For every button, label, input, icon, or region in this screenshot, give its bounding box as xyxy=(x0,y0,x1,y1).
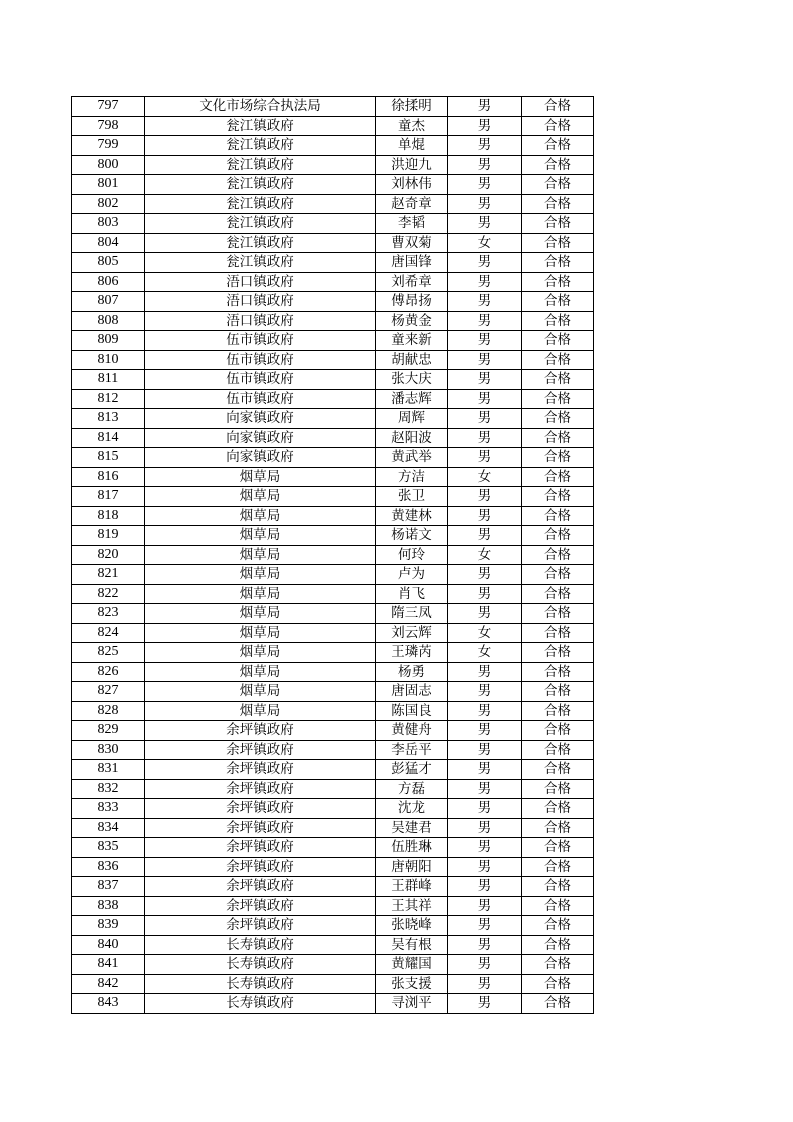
unit-cell: 烟草局 xyxy=(145,487,376,507)
name-cell: 潘志辉 xyxy=(376,389,448,409)
table-row xyxy=(72,233,594,253)
result-cell: 合格 xyxy=(522,428,594,448)
gender-cell: 男 xyxy=(448,272,522,292)
unit-cell: 烟草局 xyxy=(145,662,376,682)
table-row xyxy=(72,916,594,936)
table-row xyxy=(72,506,594,526)
serial-number-cell: 831 xyxy=(72,760,145,780)
table-row xyxy=(72,877,594,897)
gender-cell: 男 xyxy=(448,506,522,526)
table-row xyxy=(72,740,594,760)
gender-cell: 男 xyxy=(448,155,522,175)
gender-cell: 男 xyxy=(448,448,522,468)
unit-cell: 余坪镇政府 xyxy=(145,916,376,936)
table-row xyxy=(72,116,594,136)
table-row xyxy=(72,974,594,994)
result-cell: 合格 xyxy=(522,487,594,507)
serial-number-cell: 812 xyxy=(72,389,145,409)
serial-number-cell: 838 xyxy=(72,896,145,916)
result-cell: 合格 xyxy=(522,721,594,741)
table-row xyxy=(72,136,594,156)
name-cell: 寻浏平 xyxy=(376,994,448,1014)
result-cell: 合格 xyxy=(522,760,594,780)
serial-number-cell: 810 xyxy=(72,350,145,370)
name-cell: 方磊 xyxy=(376,779,448,799)
unit-cell: 烟草局 xyxy=(145,623,376,643)
gender-cell: 男 xyxy=(448,214,522,234)
table-row xyxy=(72,409,594,429)
unit-cell: 瓮江镇政府 xyxy=(145,233,376,253)
name-cell: 杨诺文 xyxy=(376,526,448,546)
gender-cell: 女 xyxy=(448,623,522,643)
serial-number-cell: 809 xyxy=(72,331,145,351)
table-row xyxy=(72,331,594,351)
name-cell: 黄耀国 xyxy=(376,955,448,975)
gender-cell: 男 xyxy=(448,604,522,624)
name-cell: 黄建林 xyxy=(376,506,448,526)
serial-number-cell: 816 xyxy=(72,467,145,487)
result-cell: 合格 xyxy=(522,292,594,312)
table-row xyxy=(72,565,594,585)
gender-cell: 男 xyxy=(448,97,522,117)
unit-cell: 瓮江镇政府 xyxy=(145,155,376,175)
unit-cell: 余坪镇政府 xyxy=(145,818,376,838)
unit-cell: 向家镇政府 xyxy=(145,428,376,448)
unit-cell: 瓮江镇政府 xyxy=(145,194,376,214)
gender-cell: 男 xyxy=(448,877,522,897)
unit-cell: 伍市镇政府 xyxy=(145,370,376,390)
table-row xyxy=(72,545,594,565)
name-cell: 周辉 xyxy=(376,409,448,429)
table-row xyxy=(72,350,594,370)
gender-cell: 女 xyxy=(448,643,522,663)
results-table xyxy=(71,96,594,1014)
name-cell: 李岳平 xyxy=(376,740,448,760)
unit-cell: 向家镇政府 xyxy=(145,448,376,468)
serial-number-cell: 822 xyxy=(72,584,145,604)
table-row xyxy=(72,428,594,448)
unit-cell: 瓮江镇政府 xyxy=(145,136,376,156)
gender-cell: 男 xyxy=(448,799,522,819)
serial-number-cell: 815 xyxy=(72,448,145,468)
serial-number-cell: 839 xyxy=(72,916,145,936)
table-row xyxy=(72,389,594,409)
serial-number-cell: 799 xyxy=(72,136,145,156)
result-cell: 合格 xyxy=(522,545,594,565)
unit-cell: 长寿镇政府 xyxy=(145,994,376,1014)
gender-cell: 男 xyxy=(448,818,522,838)
unit-cell: 烟草局 xyxy=(145,526,376,546)
serial-number-cell: 836 xyxy=(72,857,145,877)
table-row xyxy=(72,253,594,273)
unit-cell: 长寿镇政府 xyxy=(145,974,376,994)
unit-cell: 烟草局 xyxy=(145,506,376,526)
table-row xyxy=(72,682,594,702)
table-row xyxy=(72,838,594,858)
name-cell: 唐国锋 xyxy=(376,253,448,273)
name-cell: 吴有根 xyxy=(376,935,448,955)
table-row xyxy=(72,467,594,487)
name-cell: 李韬 xyxy=(376,214,448,234)
table-row xyxy=(72,799,594,819)
result-cell: 合格 xyxy=(522,175,594,195)
result-cell: 合格 xyxy=(522,526,594,546)
result-cell: 合格 xyxy=(522,662,594,682)
table-row xyxy=(72,155,594,175)
unit-cell: 伍市镇政府 xyxy=(145,331,376,351)
table-row xyxy=(72,214,594,234)
gender-cell: 男 xyxy=(448,136,522,156)
result-cell: 合格 xyxy=(522,136,594,156)
unit-cell: 文化市场综合执法局 xyxy=(145,97,376,117)
unit-cell: 余坪镇政府 xyxy=(145,760,376,780)
result-cell: 合格 xyxy=(522,799,594,819)
result-cell: 合格 xyxy=(522,565,594,585)
result-cell: 合格 xyxy=(522,857,594,877)
result-cell: 合格 xyxy=(522,253,594,273)
gender-cell: 男 xyxy=(448,389,522,409)
result-cell: 合格 xyxy=(522,994,594,1014)
name-cell: 张晓峰 xyxy=(376,916,448,936)
unit-cell: 烟草局 xyxy=(145,643,376,663)
gender-cell: 男 xyxy=(448,409,522,429)
table-row xyxy=(72,623,594,643)
result-cell: 合格 xyxy=(522,350,594,370)
name-cell: 曹双菊 xyxy=(376,233,448,253)
result-cell: 合格 xyxy=(522,896,594,916)
name-cell: 童杰 xyxy=(376,116,448,136)
name-cell: 王群峰 xyxy=(376,877,448,897)
name-cell: 胡献忠 xyxy=(376,350,448,370)
result-cell: 合格 xyxy=(522,448,594,468)
result-cell: 合格 xyxy=(522,740,594,760)
gender-cell: 男 xyxy=(448,701,522,721)
unit-cell: 烟草局 xyxy=(145,604,376,624)
name-cell: 单焜 xyxy=(376,136,448,156)
name-cell: 伍胜琳 xyxy=(376,838,448,858)
table-row xyxy=(72,97,594,117)
gender-cell: 男 xyxy=(448,175,522,195)
unit-cell: 瓮江镇政府 xyxy=(145,253,376,273)
name-cell: 刘林伟 xyxy=(376,175,448,195)
result-cell: 合格 xyxy=(522,233,594,253)
unit-cell: 长寿镇政府 xyxy=(145,955,376,975)
table-row xyxy=(72,955,594,975)
unit-cell: 伍市镇政府 xyxy=(145,389,376,409)
table-row xyxy=(72,487,594,507)
serial-number-cell: 814 xyxy=(72,428,145,448)
name-cell: 隋三凤 xyxy=(376,604,448,624)
serial-number-cell: 808 xyxy=(72,311,145,331)
gender-cell: 男 xyxy=(448,682,522,702)
name-cell: 彭猛才 xyxy=(376,760,448,780)
table-row xyxy=(72,896,594,916)
serial-number-cell: 843 xyxy=(72,994,145,1014)
name-cell: 张大庆 xyxy=(376,370,448,390)
table-row xyxy=(72,643,594,663)
result-cell: 合格 xyxy=(522,604,594,624)
unit-cell: 余坪镇政府 xyxy=(145,721,376,741)
table-row xyxy=(72,935,594,955)
result-cell: 合格 xyxy=(522,467,594,487)
name-cell: 唐朝阳 xyxy=(376,857,448,877)
table-row xyxy=(72,292,594,312)
name-cell: 刘希章 xyxy=(376,272,448,292)
gender-cell: 男 xyxy=(448,565,522,585)
serial-number-cell: 834 xyxy=(72,818,145,838)
result-cell: 合格 xyxy=(522,116,594,136)
gender-cell: 男 xyxy=(448,428,522,448)
result-cell: 合格 xyxy=(522,682,594,702)
unit-cell: 长寿镇政府 xyxy=(145,935,376,955)
name-cell: 卢为 xyxy=(376,565,448,585)
table-row xyxy=(72,701,594,721)
results-table-body xyxy=(72,97,594,1014)
serial-number-cell: 807 xyxy=(72,292,145,312)
unit-cell: 瓮江镇政府 xyxy=(145,116,376,136)
serial-number-cell: 797 xyxy=(72,97,145,117)
unit-cell: 浯口镇政府 xyxy=(145,311,376,331)
serial-number-cell: 829 xyxy=(72,721,145,741)
gender-cell: 男 xyxy=(448,916,522,936)
result-cell: 合格 xyxy=(522,935,594,955)
gender-cell: 男 xyxy=(448,116,522,136)
result-cell: 合格 xyxy=(522,701,594,721)
unit-cell: 向家镇政府 xyxy=(145,409,376,429)
serial-number-cell: 804 xyxy=(72,233,145,253)
gender-cell: 男 xyxy=(448,487,522,507)
table-row xyxy=(72,584,594,604)
gender-cell: 男 xyxy=(448,857,522,877)
serial-number-cell: 806 xyxy=(72,272,145,292)
gender-cell: 男 xyxy=(448,370,522,390)
serial-number-cell: 833 xyxy=(72,799,145,819)
table-row xyxy=(72,370,594,390)
result-cell: 合格 xyxy=(522,955,594,975)
serial-number-cell: 817 xyxy=(72,487,145,507)
serial-number-cell: 818 xyxy=(72,506,145,526)
unit-cell: 余坪镇政府 xyxy=(145,877,376,897)
serial-number-cell: 830 xyxy=(72,740,145,760)
gender-cell: 男 xyxy=(448,760,522,780)
serial-number-cell: 823 xyxy=(72,604,145,624)
gender-cell: 男 xyxy=(448,838,522,858)
result-cell: 合格 xyxy=(522,409,594,429)
unit-cell: 瓮江镇政府 xyxy=(145,214,376,234)
unit-cell: 余坪镇政府 xyxy=(145,857,376,877)
serial-number-cell: 841 xyxy=(72,955,145,975)
gender-cell: 男 xyxy=(448,331,522,351)
result-cell: 合格 xyxy=(522,311,594,331)
unit-cell: 烟草局 xyxy=(145,565,376,585)
result-cell: 合格 xyxy=(522,272,594,292)
unit-cell: 瓮江镇政府 xyxy=(145,175,376,195)
result-cell: 合格 xyxy=(522,779,594,799)
table-row xyxy=(72,818,594,838)
result-cell: 合格 xyxy=(522,331,594,351)
name-cell: 陈国良 xyxy=(376,701,448,721)
name-cell: 徐揉明 xyxy=(376,97,448,117)
name-cell: 童来新 xyxy=(376,331,448,351)
table-row xyxy=(72,721,594,741)
result-cell: 合格 xyxy=(522,818,594,838)
result-cell: 合格 xyxy=(522,194,594,214)
gender-cell: 女 xyxy=(448,467,522,487)
unit-cell: 烟草局 xyxy=(145,584,376,604)
unit-cell: 烟草局 xyxy=(145,682,376,702)
table-row xyxy=(72,448,594,468)
result-cell: 合格 xyxy=(522,214,594,234)
gender-cell: 男 xyxy=(448,311,522,331)
gender-cell: 女 xyxy=(448,233,522,253)
gender-cell: 男 xyxy=(448,292,522,312)
name-cell: 赵阳波 xyxy=(376,428,448,448)
result-cell: 合格 xyxy=(522,389,594,409)
table-row xyxy=(72,272,594,292)
serial-number-cell: 828 xyxy=(72,701,145,721)
table-row xyxy=(72,604,594,624)
name-cell: 刘云辉 xyxy=(376,623,448,643)
name-cell: 肖飞 xyxy=(376,584,448,604)
result-cell: 合格 xyxy=(522,877,594,897)
name-cell: 吴建君 xyxy=(376,818,448,838)
gender-cell: 男 xyxy=(448,526,522,546)
name-cell: 黄健舟 xyxy=(376,721,448,741)
table-row xyxy=(72,526,594,546)
result-cell: 合格 xyxy=(522,916,594,936)
unit-cell: 余坪镇政府 xyxy=(145,779,376,799)
serial-number-cell: 802 xyxy=(72,194,145,214)
serial-number-cell: 819 xyxy=(72,526,145,546)
table-row xyxy=(72,194,594,214)
name-cell: 沈龙 xyxy=(376,799,448,819)
name-cell: 张卫 xyxy=(376,487,448,507)
serial-number-cell: 805 xyxy=(72,253,145,273)
result-cell: 合格 xyxy=(522,838,594,858)
table-row xyxy=(72,760,594,780)
serial-number-cell: 825 xyxy=(72,643,145,663)
serial-number-cell: 827 xyxy=(72,682,145,702)
serial-number-cell: 813 xyxy=(72,409,145,429)
table-row xyxy=(72,994,594,1014)
serial-number-cell: 821 xyxy=(72,565,145,585)
serial-number-cell: 811 xyxy=(72,370,145,390)
name-cell: 何玲 xyxy=(376,545,448,565)
gender-cell: 男 xyxy=(448,974,522,994)
gender-cell: 男 xyxy=(448,896,522,916)
gender-cell: 男 xyxy=(448,740,522,760)
result-cell: 合格 xyxy=(522,97,594,117)
unit-cell: 余坪镇政府 xyxy=(145,799,376,819)
serial-number-cell: 798 xyxy=(72,116,145,136)
name-cell: 方洁 xyxy=(376,467,448,487)
unit-cell: 余坪镇政府 xyxy=(145,896,376,916)
name-cell: 黄武举 xyxy=(376,448,448,468)
name-cell: 杨勇 xyxy=(376,662,448,682)
table-row xyxy=(72,175,594,195)
unit-cell: 浯口镇政府 xyxy=(145,272,376,292)
gender-cell: 男 xyxy=(448,721,522,741)
serial-number-cell: 820 xyxy=(72,545,145,565)
name-cell: 唐固志 xyxy=(376,682,448,702)
name-cell: 杨黄金 xyxy=(376,311,448,331)
gender-cell: 男 xyxy=(448,584,522,604)
table-row xyxy=(72,311,594,331)
gender-cell: 男 xyxy=(448,194,522,214)
result-cell: 合格 xyxy=(522,155,594,175)
gender-cell: 男 xyxy=(448,935,522,955)
unit-cell: 浯口镇政府 xyxy=(145,292,376,312)
unit-cell: 烟草局 xyxy=(145,467,376,487)
unit-cell: 余坪镇政府 xyxy=(145,838,376,858)
table-row xyxy=(72,779,594,799)
name-cell: 王璘芮 xyxy=(376,643,448,663)
name-cell: 傅昂扬 xyxy=(376,292,448,312)
result-cell: 合格 xyxy=(522,974,594,994)
unit-cell: 烟草局 xyxy=(145,701,376,721)
result-cell: 合格 xyxy=(522,506,594,526)
gender-cell: 男 xyxy=(448,253,522,273)
table-row xyxy=(72,857,594,877)
name-cell: 王其祥 xyxy=(376,896,448,916)
serial-number-cell: 835 xyxy=(72,838,145,858)
name-cell: 赵奇章 xyxy=(376,194,448,214)
gender-cell: 男 xyxy=(448,662,522,682)
result-cell: 合格 xyxy=(522,584,594,604)
result-cell: 合格 xyxy=(522,370,594,390)
serial-number-cell: 803 xyxy=(72,214,145,234)
result-cell: 合格 xyxy=(522,643,594,663)
serial-number-cell: 842 xyxy=(72,974,145,994)
gender-cell: 男 xyxy=(448,955,522,975)
name-cell: 张支援 xyxy=(376,974,448,994)
gender-cell: 男 xyxy=(448,994,522,1014)
unit-cell: 余坪镇政府 xyxy=(145,740,376,760)
unit-cell: 伍市镇政府 xyxy=(145,350,376,370)
unit-cell: 烟草局 xyxy=(145,545,376,565)
serial-number-cell: 800 xyxy=(72,155,145,175)
serial-number-cell: 824 xyxy=(72,623,145,643)
gender-cell: 男 xyxy=(448,779,522,799)
result-cell: 合格 xyxy=(522,623,594,643)
name-cell: 洪迎九 xyxy=(376,155,448,175)
serial-number-cell: 826 xyxy=(72,662,145,682)
serial-number-cell: 837 xyxy=(72,877,145,897)
serial-number-cell: 801 xyxy=(72,175,145,195)
serial-number-cell: 832 xyxy=(72,779,145,799)
gender-cell: 女 xyxy=(448,545,522,565)
serial-number-cell: 840 xyxy=(72,935,145,955)
gender-cell: 男 xyxy=(448,350,522,370)
table-row xyxy=(72,662,594,682)
